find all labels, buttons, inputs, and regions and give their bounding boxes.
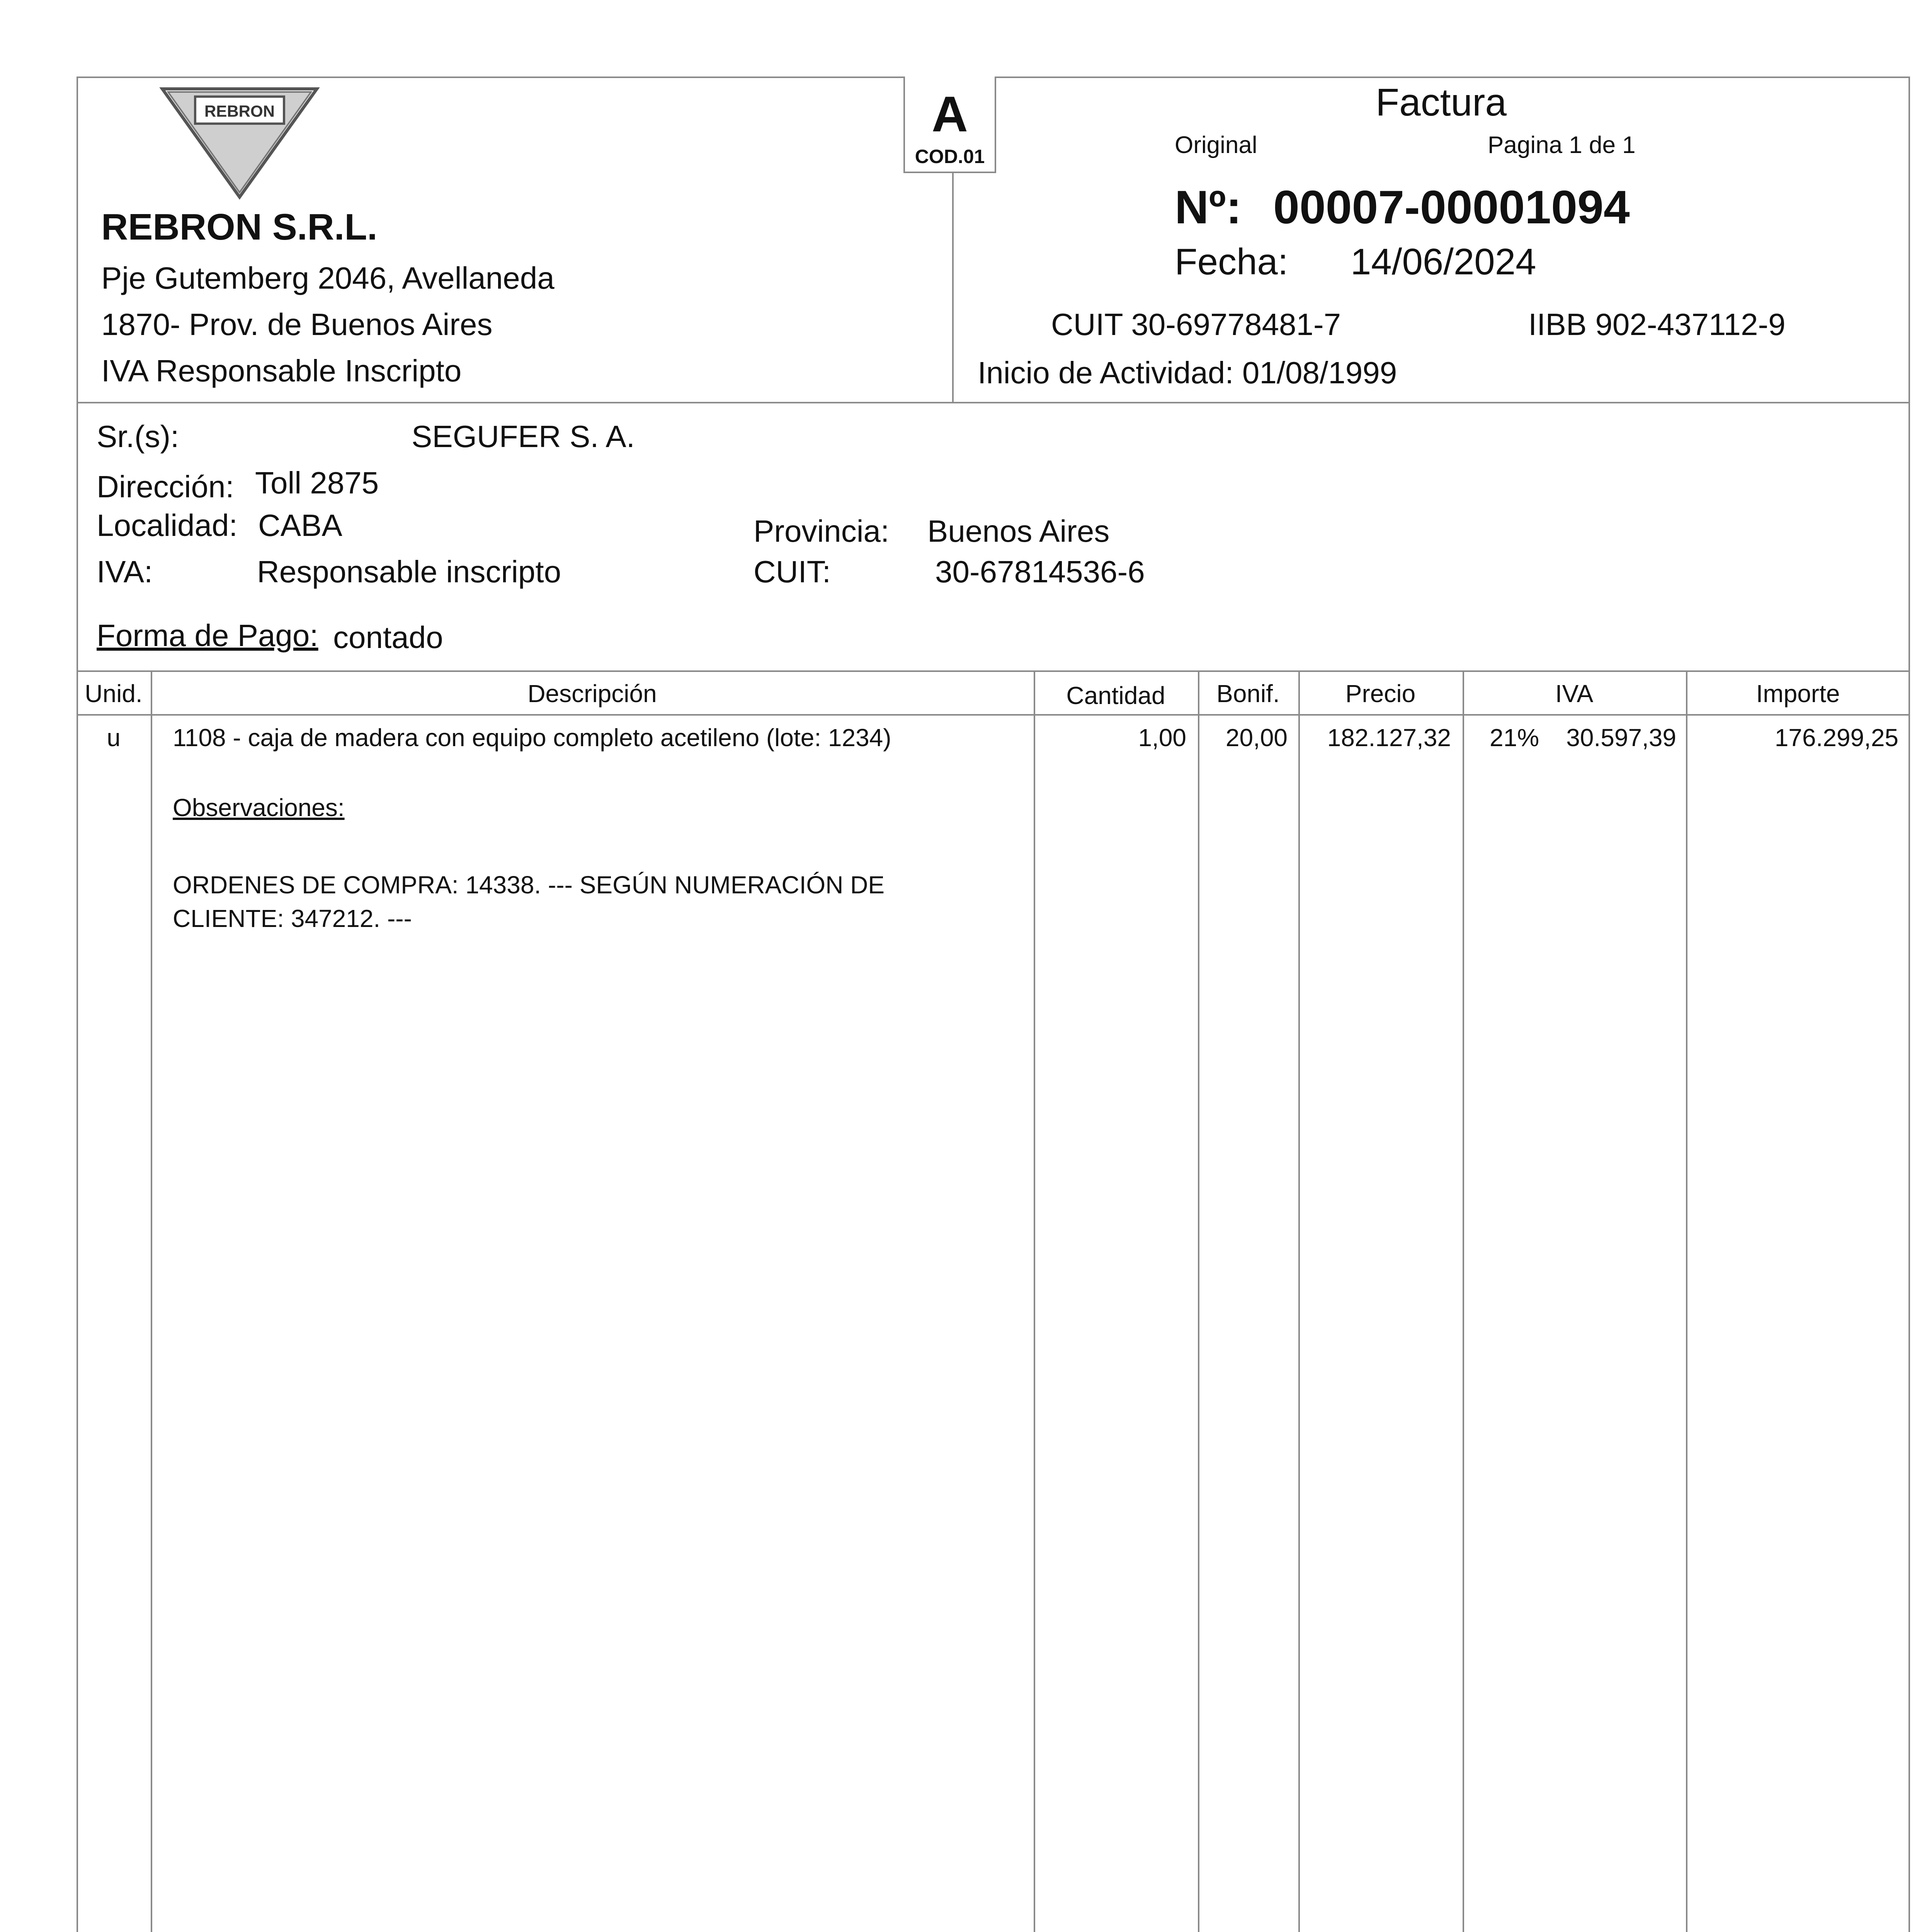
rebron-logo: [158, 85, 321, 201]
row-amount: 176.299,25: [1774, 724, 1898, 752]
issuer-start-activity: Inicio de Actividad: 01/08/1999: [978, 355, 1397, 390]
client-cuit-label: CUIT:: [754, 554, 831, 589]
table-header-line: [77, 714, 1910, 716]
col-header-amount: Importe: [1756, 680, 1840, 707]
client-locality-label: Localidad:: [97, 508, 238, 543]
col-sep-iva: [1686, 670, 1687, 1932]
invoice-page: Pagina 1 de 1: [1488, 132, 1636, 158]
col-header-iva: IVA: [1555, 680, 1594, 707]
client-address-label: Dirección:: [97, 469, 234, 504]
row-price: 182.127,32: [1327, 724, 1451, 752]
issuer-cuit: CUIT 30-69778481-7: [1051, 307, 1341, 342]
invoice-date: 14/06/2024: [1351, 241, 1536, 282]
client-address: Toll 2875: [255, 466, 379, 500]
client-province: Buenos Aires: [927, 514, 1110, 548]
issuer-name: REBRON S.R.L.: [101, 206, 378, 248]
col-header-unit: Unid.: [85, 680, 143, 707]
observations-line-1: ORDENES DE COMPRA: 14338. --- SEGÚN NUMERACIÓN DE: [173, 871, 885, 899]
col-sep-desc: [1034, 670, 1035, 1932]
invoice-number: 00007-00001094: [1273, 181, 1630, 233]
row-quantity: 1,00: [1138, 724, 1186, 752]
issuer-tax-condition: IVA Responsable Inscripto: [101, 354, 462, 388]
col-header-price: Precio: [1345, 680, 1416, 707]
col-header-bonif: Bonif.: [1216, 680, 1280, 707]
client-locality: CABA: [258, 508, 342, 543]
invoice-number-label: Nº:: [1175, 181, 1242, 233]
col-sep-price: [1463, 670, 1464, 1932]
client-iva-label: IVA:: [97, 554, 153, 589]
client-province-label: Provincia:: [754, 514, 890, 548]
header-divider: [77, 402, 1910, 403]
invoice-title: Factura: [1376, 81, 1507, 124]
payment-method: contado: [333, 620, 443, 655]
observations-line-2: CLIENTE: 347212. ---: [173, 905, 412, 932]
col-sep-qty: [1198, 670, 1199, 1932]
row-bonif: 20,00: [1225, 724, 1288, 752]
row-iva-rate: 21%: [1490, 724, 1539, 752]
row-description: 1108 - caja de madera con equipo completo acetileno (lote: 1234): [173, 724, 891, 752]
client-name: SEGUFER S. A.: [412, 419, 635, 454]
doc-type-letter: A: [932, 86, 968, 142]
client-cuit: 30-67814536-6: [935, 554, 1145, 589]
row-iva-amount: 30.597,39: [1566, 724, 1676, 752]
issuer-address: Pje Gutemberg 2046, Avellaneda: [101, 261, 555, 295]
col-header-description: Descripción: [527, 680, 657, 707]
table-top-line: [77, 670, 1910, 672]
observations-label: Observaciones:: [173, 794, 345, 821]
col-sep-unit: [151, 670, 152, 1932]
issuer-city: 1870- Prov. de Buenos Aires: [101, 307, 493, 342]
client-iva: Responsable inscripto: [257, 554, 561, 589]
rebron-logo-text: REBRON: [204, 102, 275, 120]
doc-type-code: COD.01: [915, 146, 985, 167]
payment-label: Forma de Pago:: [97, 618, 318, 653]
row-unit: u: [107, 724, 121, 752]
col-header-quantity: Cantidad: [1066, 682, 1165, 709]
issuer-iibb: IIBB 902-437112-9: [1528, 307, 1786, 342]
invoice-date-label: Fecha:: [1175, 241, 1288, 282]
client-name-label: Sr.(s):: [97, 419, 179, 454]
invoice-copy: Original: [1175, 132, 1257, 158]
col-sep-bonif: [1298, 670, 1300, 1932]
